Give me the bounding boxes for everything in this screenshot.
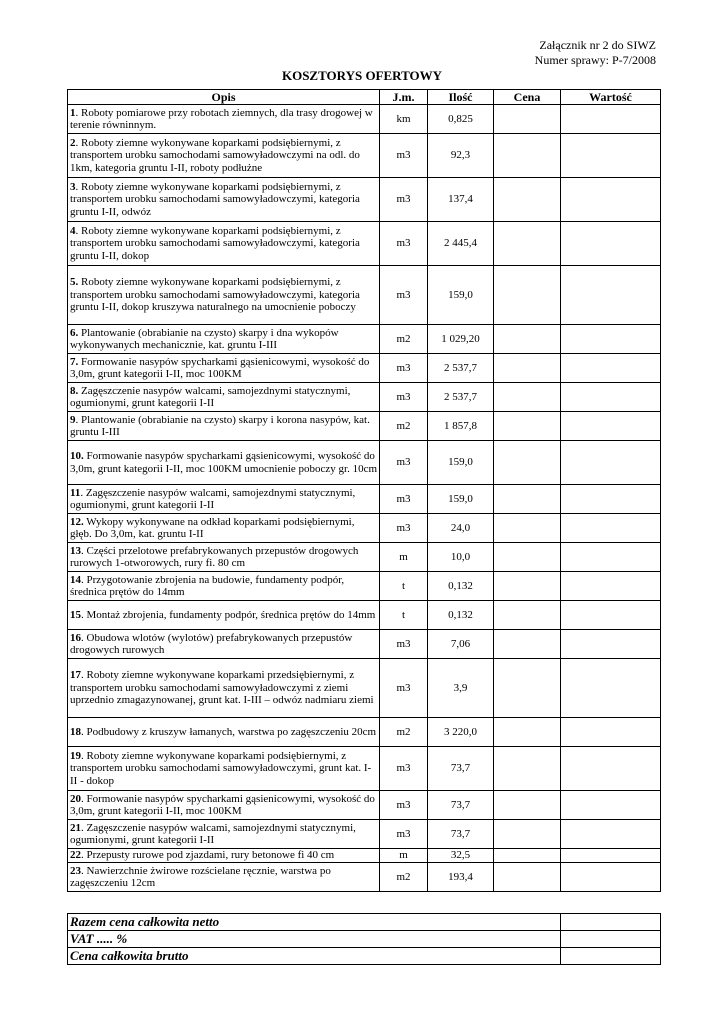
table-row [68, 849, 661, 863]
item-unit: m2 [380, 718, 428, 747]
item-quantity: 73,7 [428, 820, 494, 849]
table-row [68, 747, 661, 791]
item-price-cell[interactable] [494, 543, 561, 572]
item-text: . Zagęszczenie nasypów walcami, samojezdnymi statycznymi, ogumionymi, grunt kategorii I-II [70, 821, 356, 846]
item-quantity: 32,5 [428, 849, 494, 863]
item-description [68, 630, 380, 659]
item-description [68, 441, 380, 485]
item-number: 18 [70, 725, 81, 738]
item-unit: m3 [380, 134, 428, 178]
col-header-opis: Opis [68, 90, 380, 105]
item-price-cell[interactable] [494, 820, 561, 849]
item-quantity: 159,0 [428, 441, 494, 485]
item-number: 2 [70, 136, 76, 149]
summary-label-brutto: Cena całkowita brutto [68, 948, 561, 965]
item-quantity: 0,132 [428, 572, 494, 601]
item-number: 13 [70, 544, 81, 557]
item-unit: m2 [380, 412, 428, 441]
summary-value-brutto[interactable] [561, 948, 661, 965]
item-value-cell[interactable] [561, 514, 661, 543]
item-description [68, 412, 380, 441]
item-text: . Roboty ziemne wykonywane koparkami podsiębiernymi, z transportem urobku samochodami samowyładowczymi, kategoria gruntu I-II, odwóz [70, 180, 360, 218]
item-number: 5. [70, 276, 79, 289]
item-price-cell[interactable] [494, 849, 561, 863]
document-header [535, 38, 656, 68]
item-description [68, 747, 380, 791]
item-value-cell[interactable] [561, 266, 661, 325]
item-price-cell[interactable] [494, 383, 561, 412]
item-quantity: 73,7 [428, 791, 494, 820]
item-text: Formowanie nasypów spycharkami gąsienicowymi, wysokość do 3,0m, grunt kategorii I-II, moc 100KM umocnienie poboczy gr. 10cm [70, 450, 378, 475]
item-number: 8. [70, 384, 79, 397]
summary-value-netto[interactable] [561, 914, 661, 931]
item-value-cell[interactable] [561, 543, 661, 572]
item-value-cell[interactable] [561, 747, 661, 791]
summary-value-vat[interactable] [561, 931, 661, 948]
item-unit: m2 [380, 325, 428, 354]
item-description [68, 543, 380, 572]
item-text: . Nawierzchnie żwirowe rozścielane ręcznie, warstwa po zagęszczeniu 12cm [70, 864, 331, 889]
item-price-cell[interactable] [494, 178, 561, 222]
item-value-cell[interactable] [561, 572, 661, 601]
table-row [68, 572, 661, 601]
item-unit: m3 [380, 659, 428, 718]
item-text: Zagęszczenie nasypów walcami, samojezdnymi statycznymi, ogumionymi, grunt kategorii I-II [70, 384, 351, 409]
col-header-jm: J.m. [380, 90, 428, 105]
item-price-cell[interactable] [494, 325, 561, 354]
item-number: 9 [70, 413, 76, 426]
item-value-cell[interactable] [561, 849, 661, 863]
table-row [68, 718, 661, 747]
item-value-cell[interactable] [561, 383, 661, 412]
table-row [68, 863, 661, 892]
attachment-label: Załącznik nr 2 do SIWZ [539, 38, 656, 52]
item-unit: m3 [380, 747, 428, 791]
item-value-cell[interactable] [561, 354, 661, 383]
item-unit: m3 [380, 222, 428, 266]
item-number: 4 [70, 224, 76, 237]
item-number: 20 [70, 792, 81, 805]
table-row [68, 485, 661, 514]
cost-table [67, 89, 661, 892]
item-number: 7. [70, 355, 79, 368]
item-description [68, 514, 380, 543]
item-value-cell[interactable] [561, 105, 661, 134]
case-number: Numer sprawy: P-7/2008 [534, 53, 656, 67]
item-unit: m3 [380, 266, 428, 325]
table-row [68, 543, 661, 572]
item-description [68, 820, 380, 849]
item-unit: m3 [380, 630, 428, 659]
item-description [68, 863, 380, 892]
item-text: . Roboty ziemne wykonywane koparkami podsiębiernymi, z transportem urobku samochodami samowyładowczymi na odl. do 1km, kategoria gruntu I-II, roboty podłużne [70, 136, 360, 174]
item-quantity: 0,825 [428, 105, 494, 134]
item-description [68, 601, 380, 630]
item-unit: km [380, 105, 428, 134]
item-number: 12. [70, 515, 84, 528]
item-price-cell[interactable] [494, 354, 561, 383]
item-unit: m3 [380, 791, 428, 820]
table-row [68, 514, 661, 543]
item-description [68, 222, 380, 266]
item-quantity: 137,4 [428, 178, 494, 222]
item-unit: m [380, 543, 428, 572]
table-row [68, 412, 661, 441]
item-price-cell[interactable] [494, 105, 561, 134]
item-number: 6. [70, 326, 79, 339]
item-unit: m3 [380, 441, 428, 485]
table-row [68, 105, 661, 134]
summary-row-vat [68, 931, 661, 948]
item-unit: t [380, 572, 428, 601]
item-value-cell[interactable] [561, 441, 661, 485]
table-row [68, 325, 661, 354]
item-price-cell[interactable] [494, 747, 561, 791]
item-number: 10. [70, 450, 84, 462]
item-description [68, 134, 380, 178]
item-description [68, 659, 380, 718]
item-text: . Roboty ziemne wykonywane koparkami przedsiębiernymi, z transportem urobku samochodami samowyładowczymi z ziemi uprzednio zmagazynowanej, grunt kat. I-III – odwóz nadmiaru ziemi [70, 669, 374, 707]
item-quantity: 3 220,0 [428, 718, 494, 747]
item-description [68, 178, 380, 222]
item-unit: m [380, 849, 428, 863]
item-description [68, 791, 380, 820]
item-unit: m3 [380, 514, 428, 543]
col-header-wartosc: Wartość [561, 90, 661, 105]
item-value-cell[interactable] [561, 718, 661, 747]
item-price-cell[interactable] [494, 441, 561, 485]
item-quantity: 2 445,4 [428, 222, 494, 266]
table-row [68, 266, 661, 325]
item-price-cell[interactable] [494, 630, 561, 659]
table-row [68, 791, 661, 820]
item-quantity: 3,9 [428, 659, 494, 718]
page-title: KOSZTORYS OFERTOWY [281, 68, 443, 83]
item-text: . Formowanie nasypów spycharkami gąsienicowymi, wysokość do 3,0m, grunt kategorii I-II, moc 100KM [70, 792, 375, 817]
item-price-cell[interactable] [494, 718, 561, 747]
table-row [68, 601, 661, 630]
item-unit: m3 [380, 383, 428, 412]
summary-row-brutto [68, 948, 661, 965]
item-number: 1 [70, 106, 76, 119]
item-description [68, 485, 380, 514]
item-value-cell[interactable] [561, 222, 661, 266]
item-text: . Obudowa wlotów (wylotów) prefabrykowanych przepustów drogowych rurowych [70, 631, 353, 656]
table-row [68, 659, 661, 718]
item-quantity: 1 857,8 [428, 412, 494, 441]
item-quantity: 159,0 [428, 266, 494, 325]
item-text: . Zagęszczenie nasypów walcami, samojezdnymi statycznymi, ogumionymi, grunt kategorii I-II [70, 486, 356, 511]
item-price-cell[interactable] [494, 266, 561, 325]
item-quantity: 92,3 [428, 134, 494, 178]
item-price-cell[interactable] [494, 222, 561, 266]
item-number: 11 [70, 486, 81, 499]
item-quantity: 193,4 [428, 863, 494, 892]
item-text: Formowanie nasypów spycharkami gąsienicowymi, wysokość do 3,0m, grunt kategorii I-II, moc 100KM [70, 355, 370, 380]
item-quantity: 2 537,7 [428, 383, 494, 412]
item-text: . Roboty pomiarowe przy robotach ziemnych, dla trasy drogowej w terenie równinnym. [70, 106, 373, 131]
item-quantity: 1 029,20 [428, 325, 494, 354]
item-unit: m2 [380, 863, 428, 892]
item-value-cell[interactable] [561, 863, 661, 892]
item-value-cell[interactable] [561, 659, 661, 718]
item-description [68, 266, 380, 325]
item-value-cell[interactable] [561, 820, 661, 849]
table-row [68, 383, 661, 412]
summary-table [67, 913, 661, 965]
item-text: . Plantowanie (obrabianie na czysto) skarpy i korona nasypów, kat. gruntu I-III [70, 413, 370, 438]
item-text: . Przygotowanie zbrojenia na budowie, fundamenty podpór, średnica prętów do 14mm [70, 573, 345, 598]
summary-label-netto: Razem cena całkowita netto [68, 914, 561, 931]
item-text: . Podbudowy z kruszyw łamanych, warstwa po zagęszczeniu 20cm [81, 725, 377, 738]
item-price-cell[interactable] [494, 412, 561, 441]
item-text: . Roboty ziemne wykonywane koparkami podsiębiernymi, z transportem urobku samochodami samowyładowczymi, grunt kat. I-II - dokop [70, 749, 372, 787]
item-value-cell[interactable] [561, 791, 661, 820]
item-price-cell[interactable] [494, 572, 561, 601]
item-text: . Części przelotowe prefabrykowanych przepustów drogowych rurowych 1-otworowych, rury fi. 80 cm [70, 544, 359, 569]
item-description [68, 383, 380, 412]
item-quantity: 10,0 [428, 543, 494, 572]
item-quantity: 159,0 [428, 485, 494, 514]
item-number: 17 [70, 669, 81, 682]
item-description [68, 718, 380, 747]
item-description [68, 849, 380, 863]
item-price-cell[interactable] [494, 601, 561, 630]
item-value-cell[interactable] [561, 134, 661, 178]
col-header-ilosc: Ilość [428, 90, 494, 105]
item-price-cell[interactable] [494, 863, 561, 892]
item-unit: m3 [380, 485, 428, 514]
item-text: . Montaż zbrojenia, fundamenty podpór, średnica prętów do 14mm [81, 608, 376, 621]
item-unit: m3 [380, 178, 428, 222]
item-number: 14 [70, 573, 81, 586]
table-header-row [68, 90, 661, 105]
item-unit: m3 [380, 354, 428, 383]
item-value-cell[interactable] [561, 178, 661, 222]
item-quantity: 73,7 [428, 747, 494, 791]
item-value-cell[interactable] [561, 601, 661, 630]
table-row [68, 354, 661, 383]
item-quantity: 7,06 [428, 630, 494, 659]
table-row [68, 820, 661, 849]
item-text: Plantowanie (obrabianie na czysto) skarpy i dna wykopów wykonywanych mechanicznie, kat. gruntu I-III [70, 326, 339, 351]
item-value-cell[interactable] [561, 630, 661, 659]
item-text: . Roboty ziemne wykonywane koparkami podsiębiernymi, z transportem urobku samochodami samowyładowczymi, kategoria gruntu I-II, dokop [70, 224, 360, 262]
table-row [68, 134, 661, 178]
item-unit: m3 [380, 820, 428, 849]
item-value-cell[interactable] [561, 325, 661, 354]
item-description [68, 325, 380, 354]
item-price-cell[interactable] [494, 514, 561, 543]
item-number: 16 [70, 631, 81, 644]
col-header-cena: Cena [494, 90, 561, 105]
item-number: 22 [70, 849, 81, 862]
item-value-cell[interactable] [561, 485, 661, 514]
table-row [68, 441, 661, 485]
item-number: 15 [70, 608, 81, 621]
summary-row-netto [68, 914, 661, 931]
item-description [68, 354, 380, 383]
item-text: . Przepusty rurowe pod zjazdami, rury betonowe fi 40 cm [81, 849, 335, 862]
summary-label-vat: VAT ..... % [68, 931, 561, 948]
item-number: 19 [70, 749, 81, 762]
item-quantity: 24,0 [428, 514, 494, 543]
table-row [68, 630, 661, 659]
table-row [68, 178, 661, 222]
item-number: 3 [70, 180, 76, 193]
item-description [68, 105, 380, 134]
item-value-cell[interactable] [561, 412, 661, 441]
item-quantity: 0,132 [428, 601, 494, 630]
item-price-cell[interactable] [494, 485, 561, 514]
item-price-cell[interactable] [494, 659, 561, 718]
item-text: Roboty ziemne wykonywane koparkami podsiębiernymi, z transportem urobku samochodami samowyładowczymi, kategoria gruntu I-II, dokop kruszywa naturalnego na umocnienie poboczy [70, 276, 360, 314]
item-price-cell[interactable] [494, 791, 561, 820]
item-number: 23 [70, 864, 81, 877]
item-quantity: 2 537,7 [428, 354, 494, 383]
item-price-cell[interactable] [494, 134, 561, 178]
table-row [68, 222, 661, 266]
item-description [68, 572, 380, 601]
item-text: Wykopy wykonywane na odkład koparkami podsiębiernymi, głęb. Do 3,0m, kat. gruntu I-II [70, 515, 355, 540]
item-unit: t [380, 601, 428, 630]
item-number: 21 [70, 821, 81, 834]
